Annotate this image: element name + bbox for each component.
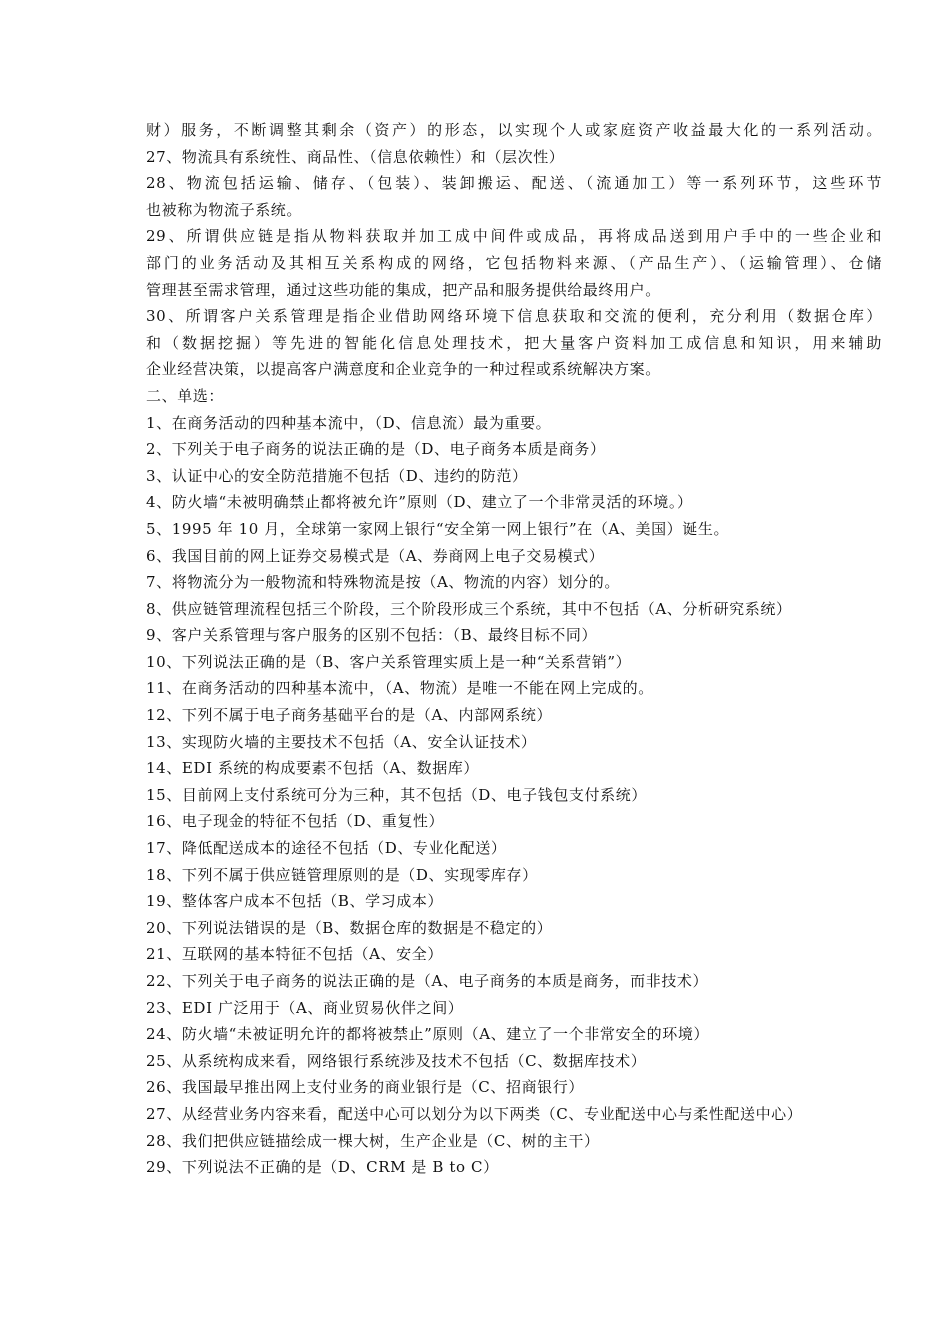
section-heading: 二、单选： [146,386,225,405]
question-line-18: 18、下列不属于供应链管理原则的是（D、实现零库存） [146,865,538,884]
question-line-19: 19、整体客户成本不包括（B、学习成本） [146,892,444,911]
question-line-1: 1、在商务活动的四种基本流中，（D、信息流）最为重要。 [146,413,552,432]
question-line-16: 16、电子现金的特征不包括（D、重复性） [146,812,445,831]
question-line-29: 29、下列说法不正确的是（D、CRM 是 B to C） [146,1158,499,1177]
question-line-17: 17、降低配送成本的途径不包括（D、专业化配送） [146,839,507,858]
question-line-23: 23、EDI 广泛用于（A、商业贸易伙伴之间） [146,998,464,1017]
document-page [146,117,886,1181]
question-line-20: 20、下列说法错误的是（B、数据仓库的数据是不稳定的） [146,918,553,937]
question-line-8: 8、供应链管理流程包括三个阶段，三个阶段形成三个系统，其中不包括（A、分析研究系统） [146,599,792,618]
question-line-26: 26、我国最早推出网上支付业务的商业银行是（C、招商银行） [146,1078,584,1097]
question-line-9: 9、客户关系管理与客户服务的区别不包括：（B、最终目标不同） [146,626,598,645]
question-line-7: 7、将物流分为一般物流和特殊物流是按（A、物流的内容）划分的。 [146,573,620,592]
question-line-10: 10、下列说法正确的是（B、客户关系管理实质上是一种“关系营销”） [146,652,632,671]
question-line-14: 14、EDI 系统的构成要素不包括（A、数据库） [146,759,479,778]
text-line-9: 和（数据挖掘）等先进的智能化信息处理技术，把大量客户资料加工成信息和知识，用来辅助 [146,333,882,352]
text-line-5: 29、所谓供应链是指从物料获取并加工成中间件或成品，再将成品送到用户手中的一些企业和 [146,227,882,246]
question-line-15: 15、目前网上支付系统可分为三种，其不包括（D、电子钱包支付系统） [146,785,647,804]
question-line-28: 28、我们把供应链描绘成一棵大树，生产企业是（C、树的主干） [146,1131,600,1150]
question-line-24: 24、防火墙“未被证明允许的都将被禁止”原则（A、建立了一个非常安全的环境） [146,1025,710,1044]
text-line-2: 27、物流具有系统性、商品性、（信息依赖性）和（层次性） [146,147,565,166]
question-line-11: 11、在商务活动的四种基本流中，（A、物流）是唯一不能在网上完成的。 [146,679,654,698]
question-line-25: 25、从系统构成来看，网络银行系统涉及技术不包括（C、数据库技术） [146,1051,647,1070]
question-line-5: 5、1995 年 10 月，全球第一家网上银行“安全第一网上银行”在（A、美国）诞生。 [146,519,730,538]
question-line-27: 27、从经营业务内容来看，配送中心可以划分为以下两类（C、专业配送中心与柔性配送中心） [146,1104,803,1123]
question-line-4: 4、防火墙“未被明确禁止都将被允许”原则（D、建立了一个非常灵活的环境。） [146,493,693,512]
question-line-3: 3、认证中心的安全防范措施不包括（D、违约的防范） [146,466,528,485]
question-line-6: 6、我国目前的网上证券交易模式是（A、券商网上电子交易模式） [146,546,605,565]
text-line-3: 28、物流包括运输、储存、（包装）、装卸搬运、配送、（流通加工）等一系列环节，这些环节 [146,174,882,193]
question-line-12: 12、下列不属于电子商务基础平台的是（A、内部网系统） [146,706,553,725]
text-line-8: 30、所谓客户关系管理是指企业借助网络环境下信息获取和交流的便利，充分利用（数据仓库） [146,307,882,326]
text-line-10: 企业经营决策，以提高客户满意度和企业竞争的一种过程或系统解决方案。 [146,360,661,379]
question-line-13: 13、实现防火墙的主要技术不包括（A、安全认证技术） [146,732,537,751]
question-line-2: 2、下列关于电子商务的说法正确的是（D、电子商务本质是商务） [146,440,606,459]
text-line-4: 也被称为物流子系统。 [146,200,303,219]
text-line-7: 管理甚至需求管理，通过这些功能的集成，把产品和服务提供给最终用户。 [146,280,661,299]
question-line-22: 22、下列关于电子商务的说法正确的是（A、电子商务的本质是商务，而非技术） [146,972,709,990]
text-line-1: 财）服务，不断调整其剩余（资产）的形态，以实现个人或家庭资产收益最大化的一系列活动。 [146,121,882,139]
text-line-6: 部门的业务活动及其相互关系构成的网络，它包括物料来源、（产品生产）、（运输管理）、仓储 [146,253,882,272]
question-line-21: 21、互联网的基本特征不包括（A、安全） [146,945,443,964]
